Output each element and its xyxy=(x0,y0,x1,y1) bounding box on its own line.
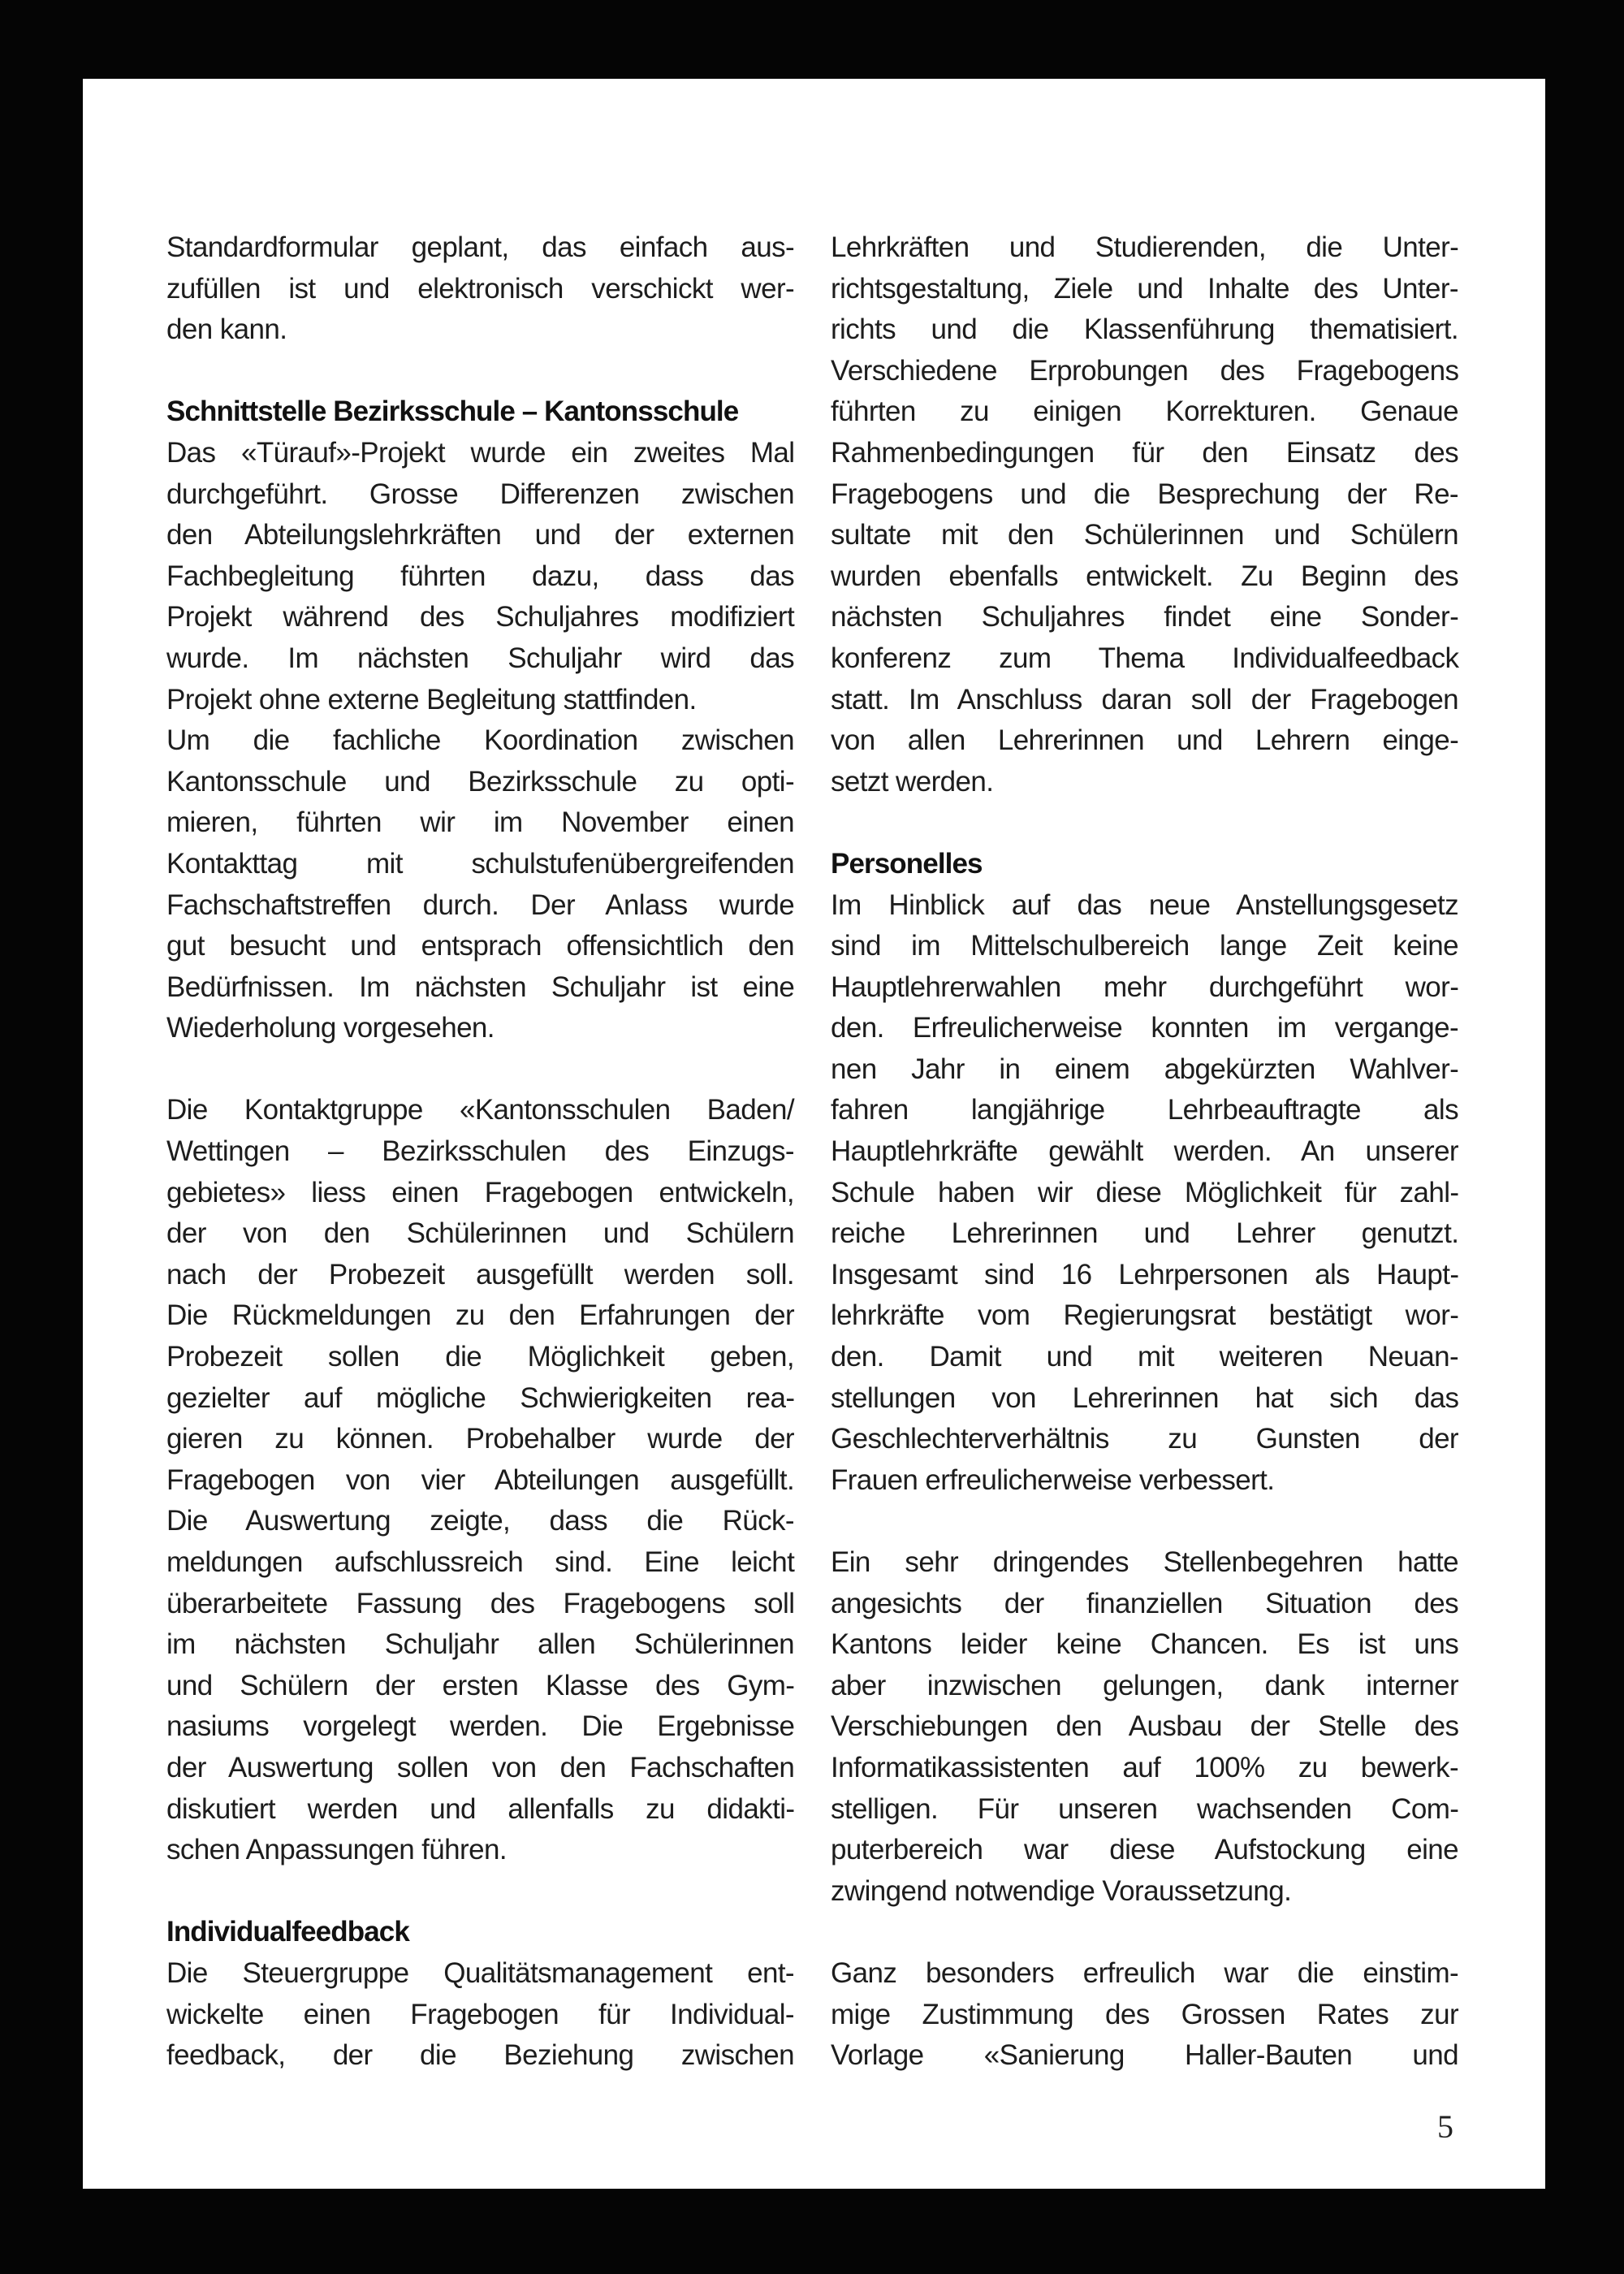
text-line: Die Rückmeldungen zu den Erfahrungen der xyxy=(166,1299,794,1332)
text-line: statt. Im Anschluss daran soll der Fragebogen xyxy=(831,683,1459,715)
text-line: gebietes» liess einen Fragebogen entwickeln, xyxy=(166,1176,794,1208)
text-line: nen Jahr in einem abgekürzten Wahlver- xyxy=(831,1053,1459,1085)
text-line: Die Auswertung zeigte, dass die Rück- xyxy=(166,1505,794,1537)
text-line: Kantons leider keine Chancen. Es ist uns xyxy=(831,1628,1459,1661)
text-line: gut besucht und entsprach offensichtlich den xyxy=(166,930,794,962)
text-line: konferenz zum Thema Individualfeedback xyxy=(831,642,1459,674)
text-line: Verschiedene Erprobungen des Fragebogens xyxy=(831,354,1459,387)
text-line: durchgeführt. Grosse Differenzen zwischen xyxy=(166,478,794,510)
text-line: Fachschaftstreffen durch. Der Anlass wurde xyxy=(166,888,795,921)
text-line: von allen Lehrerinnen und Lehrern einge- xyxy=(831,724,1459,757)
text-line: der von den Schülerinnen und Schülern xyxy=(166,1217,794,1250)
text-line: fahren langjährige Lehrbeauftragte als xyxy=(831,1094,1458,1126)
text-line: zwingend notwendige Voraussetzung. xyxy=(831,1874,1292,1907)
text-line: Vorlage «Sanierung Haller-Bauten und xyxy=(831,2039,1458,2072)
text-line: Um die fachliche Koordination zwischen xyxy=(166,724,794,757)
paragraph-gap xyxy=(166,1049,794,1091)
section-heading: Schnittstelle Bezirksschule – Kantonsschule xyxy=(166,396,739,428)
text-line: puterbereich war diese Aufstockung eine xyxy=(831,1834,1458,1866)
text-line: Projekt ohne externe Begleitung stattfinden. xyxy=(166,683,697,715)
page-number: 5 xyxy=(1437,2108,1453,2145)
paragraph-gap xyxy=(831,1501,1458,1542)
text-line: angesichts der finanziellen Situation des xyxy=(831,1587,1458,1619)
right-column xyxy=(831,227,1458,2077)
text-line: richtsgestaltung, Ziele und Inhalte des Unter- xyxy=(831,272,1458,305)
document-page xyxy=(83,79,1545,2189)
text-line: nächsten Schuljahres findet eine Sonder- xyxy=(831,601,1459,633)
text-line: Informatikassistenten auf 100% zu bewerk- xyxy=(831,1751,1458,1783)
text-line: wurde. Im nächsten Schuljahr wird das xyxy=(166,642,794,674)
text-line: überarbeitete Fassung des Fragebogens soll xyxy=(166,1587,795,1619)
text-line: Ein sehr dringendes Stellenbegehren hatte xyxy=(831,1546,1458,1578)
text-line: Kontakttag mit schulstufenübergreifenden xyxy=(166,847,794,880)
paragraph-gap xyxy=(831,802,1458,844)
text-line: Rahmenbedingungen für den Einsatz des xyxy=(831,436,1458,469)
text-line: Geschlechterverhältnis zu Gunsten der xyxy=(831,1423,1458,1455)
text-line: Insgesamt sind 16 Lehrpersonen als Haupt- xyxy=(831,1258,1459,1290)
text-line: wurden ebenfalls entwickelt. Zu Beginn des xyxy=(831,560,1458,592)
text-line: Hauptlehrkräfte gewählt werden. An unserer xyxy=(831,1135,1458,1168)
text-line: den. Damit und mit weiteren Neuan- xyxy=(831,1341,1458,1373)
text-line: nasiums vorgelegt werden. Die Ergebnisse xyxy=(166,1710,795,1743)
text-line: Frauen erfreulicherweise verbessert. xyxy=(831,1463,1275,1496)
text-line: mieren, führten wir im November einen xyxy=(166,806,794,839)
text-line: Schule haben wir diese Möglichkeit für zahl- xyxy=(831,1176,1459,1208)
text-line: sind im Mittelschulbereich lange Zeit keine xyxy=(831,930,1458,962)
text-line: mige Zustimmung des Grossen Rates zur xyxy=(831,1998,1458,2030)
text-line: setzt werden. xyxy=(831,765,994,798)
text-line: Die Kontaktgruppe «Kantonsschulen Baden/ xyxy=(166,1094,794,1126)
text-line: Projekt während des Schuljahres modifiziert xyxy=(166,601,795,633)
text-line: den kann. xyxy=(166,313,287,346)
text-line: zufüllen ist und elektronisch verschickt wer- xyxy=(166,272,795,305)
paragraph-gap xyxy=(166,1871,794,1913)
text-line: stelligen. Für unseren wachsenden Com- xyxy=(831,1792,1459,1825)
section-heading: Personelles xyxy=(831,847,983,880)
text-line: führten zu einigen Korrekturen. Genaue xyxy=(831,396,1459,428)
text-line: Verschiebungen den Ausbau der Stelle des xyxy=(831,1710,1459,1743)
text-line: feedback, der die Beziehung zwischen xyxy=(166,2039,794,2072)
text-line: lehrkräfte vom Regierungsrat bestätigt wor- xyxy=(831,1299,1459,1332)
paragraph-gap xyxy=(831,1912,1458,1953)
paragraph-gap xyxy=(166,351,794,392)
text-line: und Schülern der ersten Klasse des Gym- xyxy=(166,1669,795,1701)
text-line: der Auswertung sollen von den Fachschaften xyxy=(166,1751,795,1783)
text-line: Bedürfnissen. Im nächsten Schuljahr ist eine xyxy=(166,971,795,1003)
text-line: schen Anpassungen führen. xyxy=(166,1834,507,1866)
text-line: Die Steuergruppe Qualitätsmanagement ent- xyxy=(166,1956,794,1989)
text-line: Fachbegleitung führten dazu, dass das xyxy=(166,560,794,592)
text-line: Fragebogens und die Besprechung der Re- xyxy=(831,478,1458,510)
text-line: Fragebogen von vier Abteilungen ausgefüllt. xyxy=(166,1463,795,1496)
text-line: im nächsten Schuljahr allen Schülerinnen xyxy=(166,1628,795,1661)
text-line: gieren zu können. Probehalber wurde der xyxy=(166,1423,794,1455)
text-line: Kantonsschule und Bezirksschule zu opti- xyxy=(166,765,794,798)
text-line: Wiederholung vorgesehen. xyxy=(166,1012,495,1044)
text-line: wickelte einen Fragebogen für Individual- xyxy=(166,1998,794,2030)
text-line: Wettingen – Bezirksschulen des Einzugs- xyxy=(166,1135,794,1168)
left-column xyxy=(166,227,794,2077)
text-line: richts und die Klassenführung thematisiert. xyxy=(831,313,1458,346)
text-line: den Abteilungslehrkräften und der externen xyxy=(166,519,795,551)
text-line: aber inzwischen gelungen, dank interner xyxy=(831,1669,1459,1701)
text-line: Ganz besonders erfreulich war die einstim- xyxy=(831,1956,1459,1989)
text-line: nach der Probezeit ausgefüllt werden soll. xyxy=(166,1258,794,1290)
text-line: Standardformular geplant, das einfach aus- xyxy=(166,231,795,263)
text-line: sultate mit den Schülerinnen und Schülern xyxy=(831,519,1459,551)
text-line: Das «Türauf»-Projekt wurde ein zweites Mal xyxy=(166,436,795,469)
text-line: den. Erfreulicherweise konnten im vergange- xyxy=(831,1012,1458,1044)
text-line: Hauptlehrerwahlen mehr durchgeführt wor- xyxy=(831,971,1459,1003)
text-line: gezielter auf mögliche Schwierigkeiten rea- xyxy=(166,1381,795,1414)
text-line: reiche Lehrerinnen und Lehrer genutzt. xyxy=(831,1217,1459,1250)
text-line: Lehrkräften und Studierenden, die Unter- xyxy=(831,231,1459,263)
text-line: stellungen von Lehrerinnen hat sich das xyxy=(831,1381,1459,1414)
text-line: Im Hinblick auf das neue Anstellungsgesetz xyxy=(831,888,1458,921)
text-line: diskutiert werden und allenfalls zu didakti- xyxy=(166,1792,795,1825)
text-line: meldungen aufschlussreich sind. Eine leicht xyxy=(166,1546,795,1578)
section-heading: Individualfeedback xyxy=(166,1916,409,1948)
text-line: Probezeit sollen die Möglichkeit geben, xyxy=(166,1341,794,1373)
